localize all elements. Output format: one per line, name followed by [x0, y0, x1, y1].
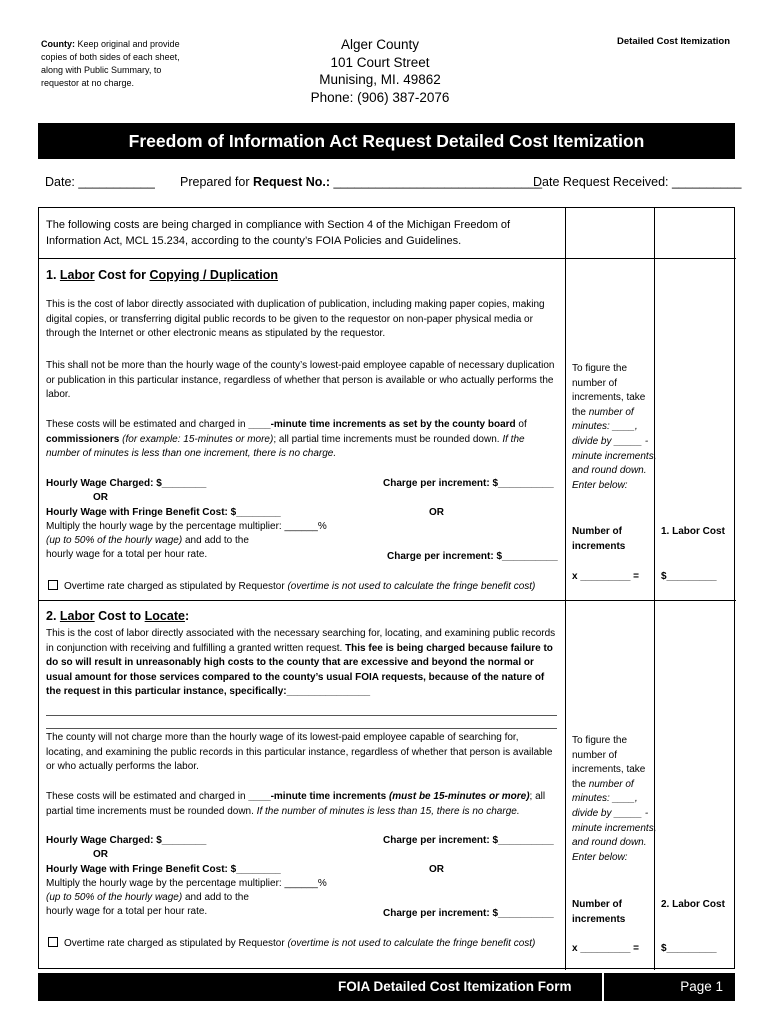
s1-increment-instructions	[572, 362, 657, 493]
s2-charge-per-increment-1[interactable]: Charge per increment: $__________	[383, 835, 554, 846]
section-2-paragraph-1	[46, 627, 558, 700]
date-field[interactable]: Date: ___________	[45, 175, 155, 189]
footer-title: FOIA Detailed Cost Itemization Form	[338, 979, 572, 994]
s1-p3a: These costs will be estimated and charged in	[46, 419, 249, 430]
prepared-prefix: Prepared for	[180, 175, 253, 189]
s2-total-note: hourly wage for a total per hour rate.	[46, 906, 208, 917]
s2-increment-instructions	[572, 734, 657, 865]
s1-number-of-increments-label: Number of increments	[572, 526, 626, 552]
s1-p3f: ; all partial time increments must be rounded down.	[273, 433, 503, 445]
s2-p1a: This is the cost of labor directly associated with the necessary searching for, locating, and examining public records in conjunction with receiving and fulfilling a granted written request.	[46, 628, 556, 654]
s2-or-2: OR	[429, 864, 444, 875]
county-note-text: Keep original and provide copies of both sides of each sheet, along with Public Summary, to requestor at no charge.	[41, 39, 180, 88]
footer-separator	[602, 973, 604, 1001]
section-1-title	[46, 268, 278, 282]
col-divider-1	[565, 208, 566, 970]
address-line-2: 101 Court Street	[330, 54, 430, 70]
footer-bar	[38, 973, 735, 1001]
s2-number-of-increments-label: Number of increments	[572, 899, 626, 925]
request-number-line: ______________________________	[330, 175, 543, 189]
s1-side-c: ____, divide by _____ -minute increments, and round down. Enter below:	[572, 421, 657, 491]
section-2-number: 2.	[46, 609, 60, 623]
section-1-title-c: Copying / Duplication	[149, 268, 278, 282]
address-phone: Phone: (906) 387-2076	[310, 89, 450, 105]
s2-upto: (up to 50% of the hourly wage)	[46, 892, 183, 903]
s2-p3c: (must be 15-minutes or more)	[388, 791, 530, 802]
s1-overtime-row	[48, 580, 535, 592]
page-title: Freedom of Information Act Request Detailed Cost Itemization	[38, 123, 735, 159]
page-number: Page 1	[680, 979, 723, 994]
s2-specifically-line-1[interactable]	[46, 715, 557, 716]
s1-p3e: (for example: 15-minutes or more)	[119, 433, 274, 445]
s2-side-a: To figure the number of increments, take the	[572, 735, 646, 790]
row-divider-intro	[39, 258, 736, 259]
s2-or-1: OR	[93, 849, 108, 860]
s1-or-1: OR	[93, 492, 108, 503]
s2-overtime-label: Overtime rate charged as stipulated by Requestor	[64, 938, 288, 949]
section-1-number: 1.	[46, 268, 60, 282]
s1-p3b: ____-minute time increments as set by the county board	[248, 419, 516, 430]
s2-overtime-note: (overtime is not used to calculate the fringe benefit cost)	[287, 938, 536, 949]
s1-charge-per-increment-1[interactable]: Charge per increment: $__________	[383, 478, 554, 489]
s1-up-to-note	[46, 535, 249, 546]
s2-charge-per-increment-2[interactable]: Charge per increment: $__________	[383, 908, 554, 919]
s1-p3c: of	[515, 419, 527, 430]
s1-p3d: commissioners	[46, 433, 120, 445]
s1-upto: (up to 50% of the hourly wage)	[46, 535, 183, 546]
intro-text: The following costs are being charged in compliance with Section 4 of the Michigan Freedom of Information Act, MCL 15.234, according to the county’s FOIA Policies and Guidelines.	[46, 219, 511, 247]
section-2-title-b: Cost to	[94, 609, 145, 623]
date-received-field[interactable]: Date Request Received: __________	[533, 175, 742, 189]
s1-labor-cost-field[interactable]: $_________	[661, 571, 717, 582]
s2-overtime-checkbox[interactable]	[48, 937, 58, 947]
s1-addto: and add to the	[182, 535, 249, 546]
section-2-title-a: Labor	[59, 609, 95, 623]
cost-table	[38, 207, 735, 969]
s1-increments-field[interactable]: x _________ =	[572, 571, 640, 582]
address-line-3: Munising, MI. 49862	[319, 72, 441, 87]
address-line-1: Alger County	[340, 37, 420, 52]
s2-p1b: This fee is being charged because failure to do so will result in unreasonably high costs to the county that are excessive and beyond the normal or usual amount for those services compared to the county’s usual FOIA requests, because of the nature of the request in this particular instance, specifically:_______________	[46, 642, 553, 698]
s2-labor-cost-label: 2. Labor Cost	[661, 899, 725, 910]
s1-fringe-wage-field[interactable]: Hourly Wage with Fringe Benefit Cost: $________	[46, 507, 281, 518]
section-1-paragraph-1: This is the cost of labor directly associated with duplication of publication, including making paper copies, making digital copies, or transferring digital public records to be given to the requestor on non-paper physical media or through the Internet or other electronic means as stipulated by the requestor.	[46, 299, 545, 340]
s1-or-2: OR	[429, 507, 444, 518]
section-1-title-b: Cost for	[94, 268, 150, 282]
section-2-title-d: :	[184, 609, 190, 623]
s2-p3d: ; all partial time increments must be rounded down.	[46, 791, 546, 817]
section-2-paragraph-2: The county will not charge more than the hourly wage of its lowest-paid employee capable of searching for, locating, and examining the public records in this particular instance, regardless of whether that person is available or who actually performs the labor.	[46, 732, 553, 773]
request-number-field[interactable]	[180, 175, 542, 189]
s1-multiplier-field[interactable]: Multiply the hourly wage by the percentage multiplier: ______%	[46, 521, 327, 532]
request-number-label: Request No.:	[252, 175, 331, 189]
s2-increments-field[interactable]: x _________ =	[572, 943, 640, 954]
s1-overtime-checkbox[interactable]	[48, 580, 58, 590]
s2-fringe-wage-field[interactable]: Hourly Wage with Fringe Benefit Cost: $________	[46, 864, 281, 875]
section-2-paragraph-3	[46, 790, 558, 819]
s1-charge-per-increment-2[interactable]: Charge per increment: $__________	[387, 551, 558, 562]
section-1-paragraph-2: This shall not be more than the hourly wage of the county’s lowest-paid employee capable of necessary duplication or publication in this particular instance, regardless of whether that person is available or who actually performs the labor.	[46, 360, 555, 401]
s1-labor-cost-label: 1. Labor Cost	[661, 526, 725, 537]
s2-hourly-wage-field[interactable]: Hourly Wage Charged: $________	[46, 835, 207, 846]
doc-tag: Detailed Cost Itemization	[617, 36, 730, 47]
s1-overtime-note: (overtime is not used to calculate the fringe benefit cost)	[287, 581, 536, 592]
section-1-paragraph-3	[46, 418, 558, 462]
section-2-title	[46, 609, 189, 623]
s2-p3e: If the number of minutes is less than 15, there is no charge.	[256, 805, 520, 817]
s2-side-b: number of minutes:	[572, 778, 634, 805]
s1-overtime-label: Overtime rate charged as stipulated by Requestor	[64, 581, 288, 592]
s2-up-to-note	[46, 892, 249, 903]
s2-labor-cost-field[interactable]: $_________	[661, 943, 717, 954]
s2-side-c: ____, divide by _____ -minute increments, and round down. Enter below:	[572, 793, 657, 863]
county-note-label: County:	[41, 39, 75, 49]
s2-specifically-line-2[interactable]	[46, 728, 557, 729]
s1-hourly-wage-field[interactable]: Hourly Wage Charged: $________	[46, 478, 207, 489]
s1-p3g: If the number of minutes is less than one increment, there is no charge.	[46, 433, 525, 460]
s2-overtime-row	[48, 937, 535, 949]
county-note	[41, 38, 181, 90]
s2-p3a: These costs will be estimated and charged in	[46, 791, 249, 802]
s1-total-note: hourly wage for a total per hour rate.	[46, 549, 208, 560]
s1-side-b: number of minutes:	[572, 406, 634, 433]
s2-multiplier-field[interactable]: Multiply the hourly wage by the percentage multiplier: ______%	[46, 878, 327, 889]
row-divider-section	[39, 600, 736, 601]
section-1-title-a: Labor	[59, 268, 95, 282]
s1-side-a: To figure the number of increments, take the	[572, 363, 646, 418]
s2-p3b: ____-minute time increments	[248, 791, 389, 802]
section-2-title-c: Locate	[144, 609, 185, 623]
s2-addto: and add to the	[182, 892, 249, 903]
county-address	[280, 36, 480, 106]
